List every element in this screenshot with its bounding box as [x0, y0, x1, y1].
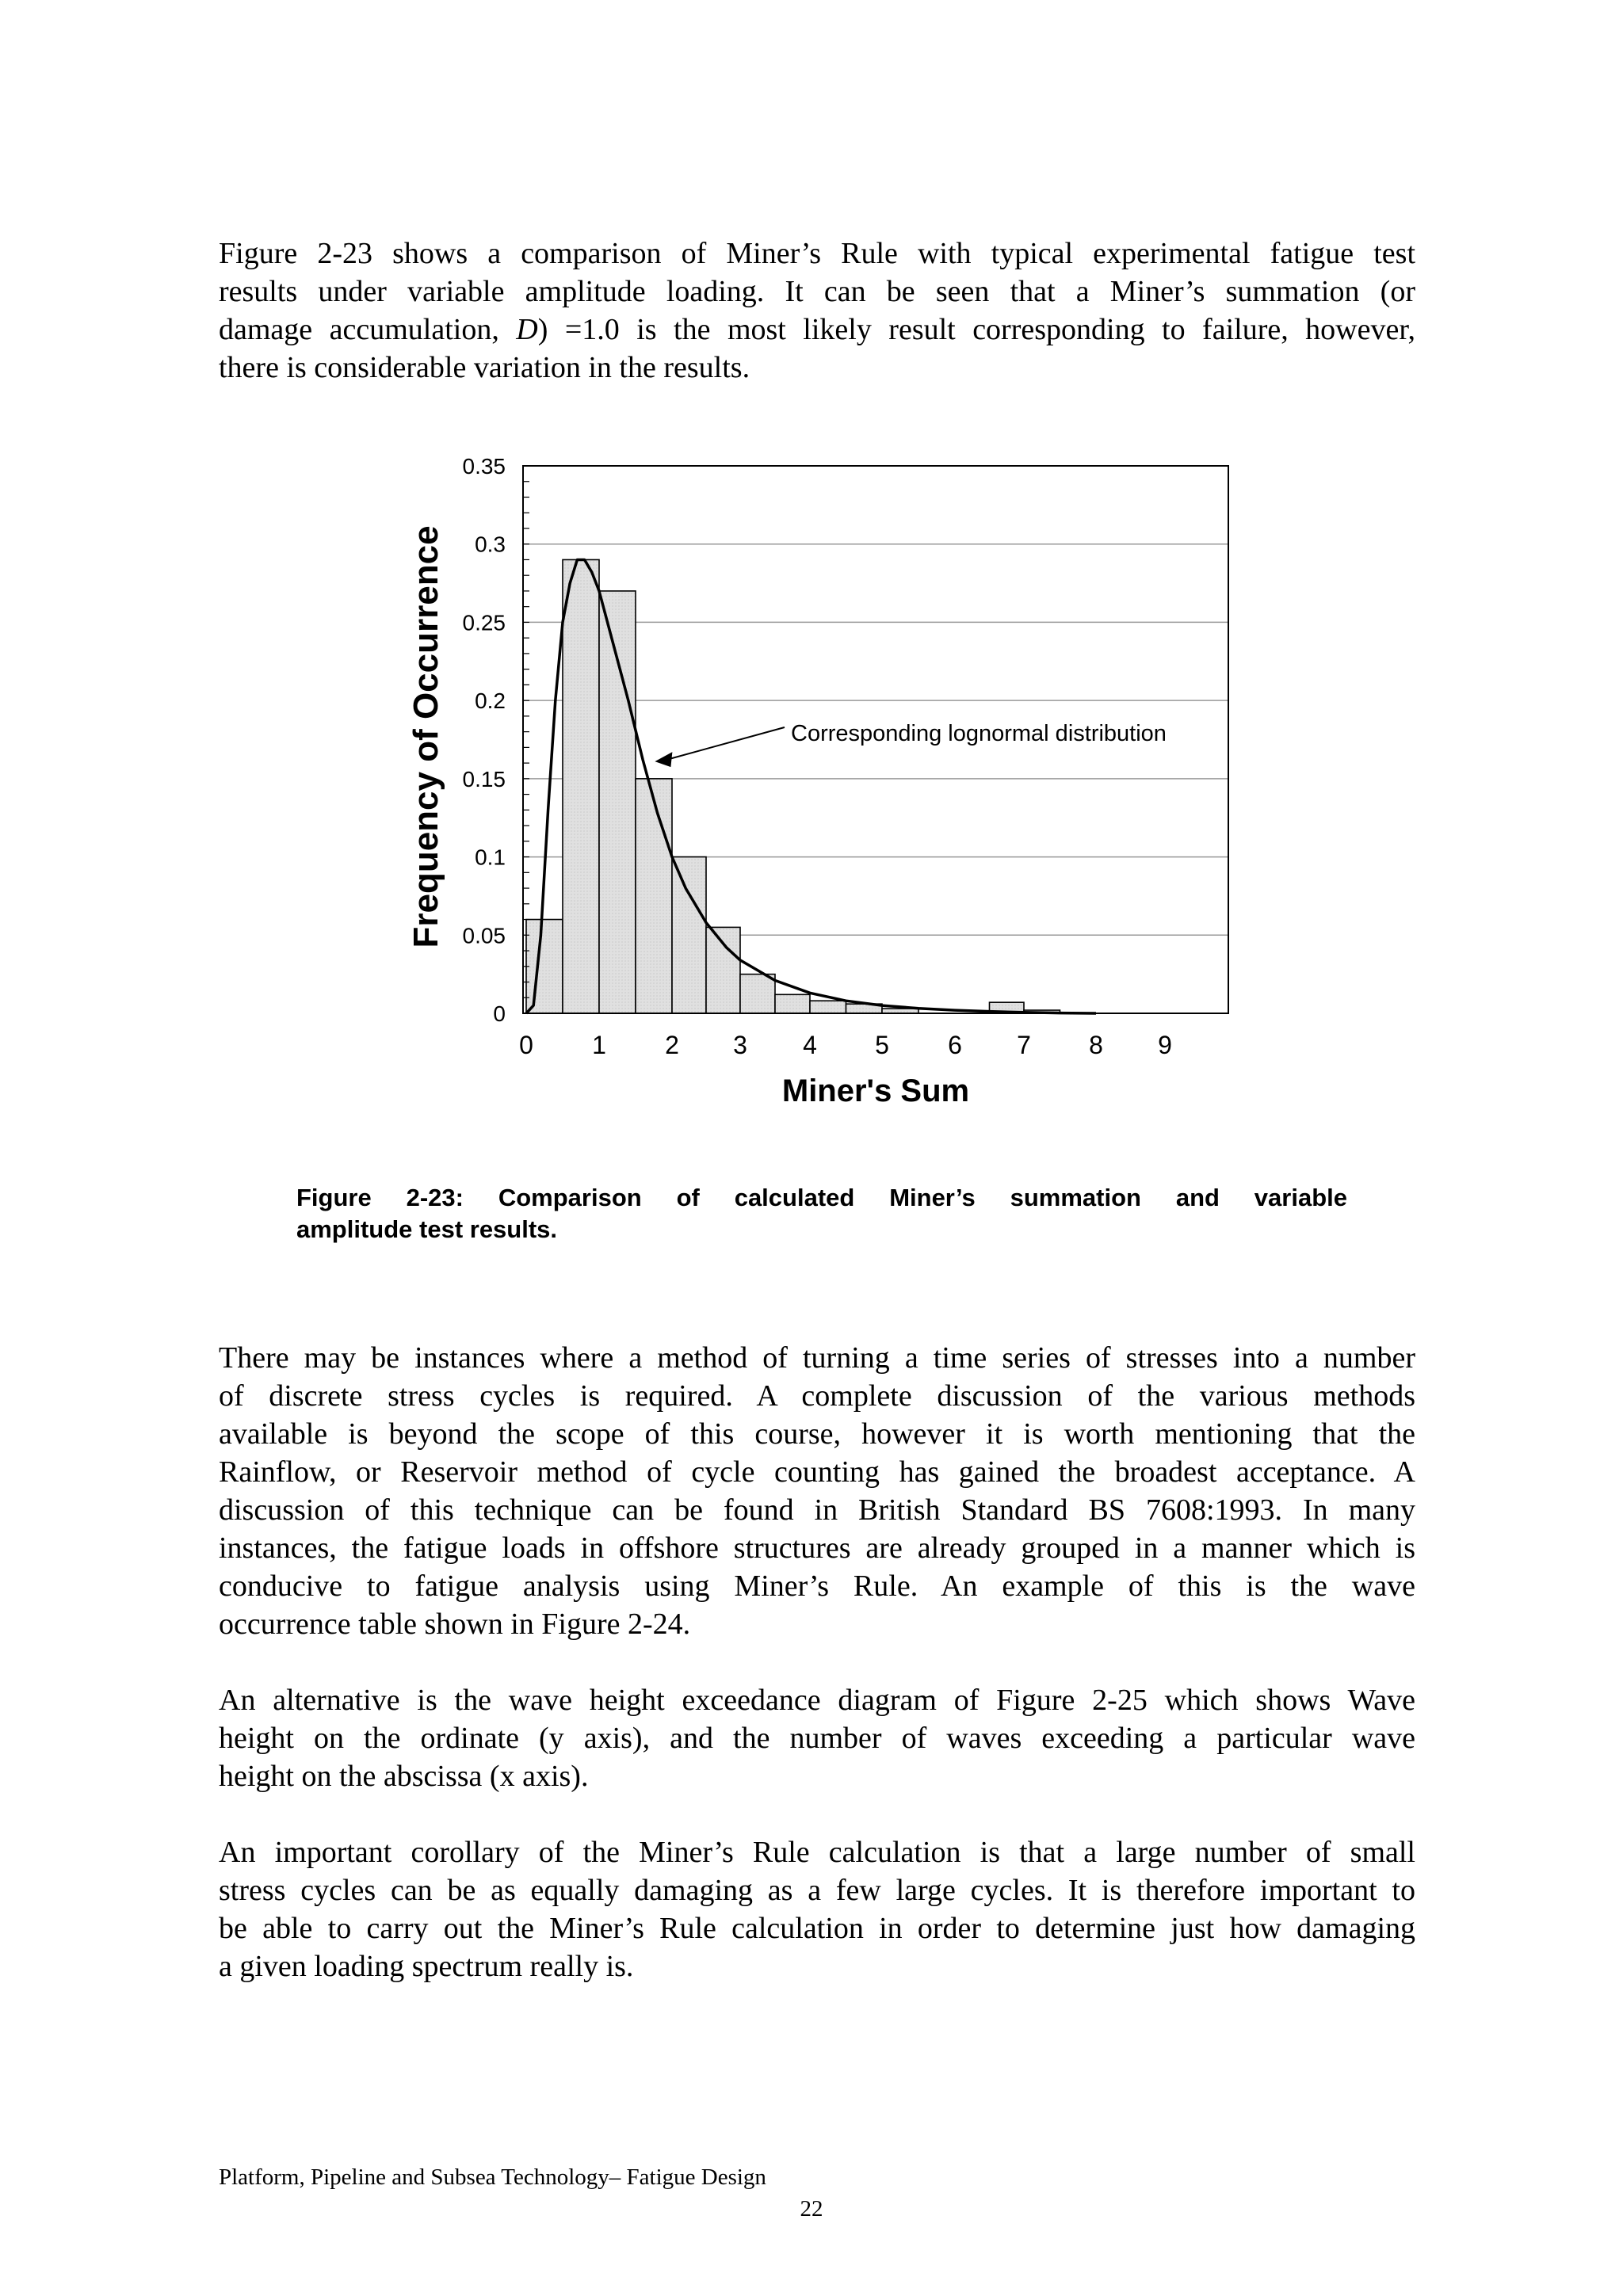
- x-tick-label: 5: [875, 1031, 889, 1059]
- text-line: available is beyond the scope of this course, however it is worth mentioning that the: [219, 1417, 1415, 1451]
- x-tick-label: 8: [1089, 1031, 1103, 1059]
- text-line: conducive to fatigue analysis using Miner’s Rule. An example of this is the wave: [219, 1569, 1415, 1603]
- y-tick-label: 0.35: [462, 454, 506, 479]
- text-line: An important corollary of the Miner’s Rule calculation is that a large number of small: [219, 1836, 1415, 1869]
- x-tick-label: 9: [1158, 1031, 1172, 1059]
- text-run: ) =1.0 is the most likely result corresponding to failure, however,: [537, 313, 1415, 346]
- text-line: height on the abscissa (x axis).: [219, 1760, 589, 1793]
- text-line: a given loading spectrum really is.: [219, 1950, 634, 1983]
- histogram-bar: [672, 857, 706, 1013]
- histogram-bar: [526, 920, 563, 1013]
- y-tick-label: 0.2: [475, 688, 506, 714]
- footer-title: Platform, Pipeline and Subsea Technology– Fatigue Design: [219, 2164, 766, 2190]
- text-line: height on the ordinate (y axis), and the number of waves exceeding a particular wave: [219, 1722, 1415, 1755]
- histogram-bar: [810, 1001, 846, 1013]
- text-line: discussion of this technique can be found in British Standard BS 7608:1993. In many: [219, 1493, 1415, 1527]
- y-tick-label: 0: [493, 1001, 506, 1026]
- body-paragraph-1: [219, 1339, 1415, 1643]
- text-line: instances, the fatigue loads in offshore structures are already grouped in a manner which is: [219, 1531, 1415, 1565]
- y-tick-label: 0.25: [462, 610, 506, 635]
- x-tick-label: 1: [592, 1031, 606, 1059]
- caption-line: Figure 2-23: Comparison of calculated Miner’s summation and variable: [296, 1184, 1347, 1211]
- text-line: There may be instances where a method of turning a time series of stresses into a number: [219, 1341, 1415, 1375]
- x-tick-label: 6: [948, 1031, 962, 1059]
- text-line: of discrete stress cycles is required. A complete discussion of the various methods: [219, 1379, 1415, 1413]
- annotation-label: Corresponding lognormal distribution: [791, 721, 1167, 746]
- text-line: occurrence table shown in Figure 2-24.: [219, 1608, 691, 1641]
- body-paragraph-2: [219, 1681, 1415, 1795]
- y-tick-label: 0.05: [462, 923, 506, 948]
- text-line: results under variable amplitude loading. It can be seen that a Miner’s summation (or: [219, 275, 1415, 308]
- y-tick-label: 0.3: [475, 532, 506, 557]
- histogram-bars: [526, 559, 1060, 1013]
- text-line: be able to carry out the Miner’s Rule calculation in order to determine just how damaging: [219, 1912, 1415, 1945]
- figure-caption: [296, 1182, 1347, 1245]
- damage-symbol: D: [516, 313, 538, 346]
- text-line: there is considerable variation in the results.: [219, 351, 750, 384]
- annotation-arrowhead: [655, 752, 672, 767]
- text-line: Figure 2-23 shows a comparison of Miner’s Rule with typical experimental fatigue test: [219, 237, 1415, 270]
- histogram-bar: [636, 779, 672, 1013]
- page-number: 22: [800, 2196, 823, 2222]
- histogram-bar: [563, 559, 599, 1013]
- caption-line: amplitude test results.: [296, 1215, 558, 1243]
- y-axis-label: Frequency of Occurrence: [407, 525, 445, 948]
- body-paragraph-3: [219, 1833, 1415, 1985]
- histogram-bar: [740, 974, 775, 1013]
- y-tick-label: 0.15: [462, 766, 506, 791]
- annotation: [655, 721, 1167, 767]
- text-line: Rainflow, or Reservoir method of cycle counting has gained the broadest acceptance. A: [219, 1455, 1415, 1489]
- x-tick-label: 4: [803, 1031, 817, 1059]
- text-line: stress cycles can be as equally damaging as a few large cycles. It is therefore important to: [219, 1874, 1415, 1907]
- x-tick-label: 2: [665, 1031, 679, 1059]
- x-tick-label: 3: [733, 1031, 747, 1059]
- annotation-arrow-line: [666, 727, 785, 760]
- x-tick-label: 7: [1017, 1031, 1031, 1059]
- x-axis-label: Miner's Sum: [781, 1074, 970, 1108]
- histogram-bar: [775, 994, 810, 1013]
- x-tick-label: 0: [519, 1031, 533, 1059]
- histogram-bar: [706, 927, 740, 1013]
- text-line: An alternative is the wave height exceedance diagram of Figure 2-25 which shows Wave: [219, 1684, 1415, 1717]
- text-run: damage accumulation,: [219, 313, 517, 346]
- y-tick-label: 0.1: [475, 845, 506, 870]
